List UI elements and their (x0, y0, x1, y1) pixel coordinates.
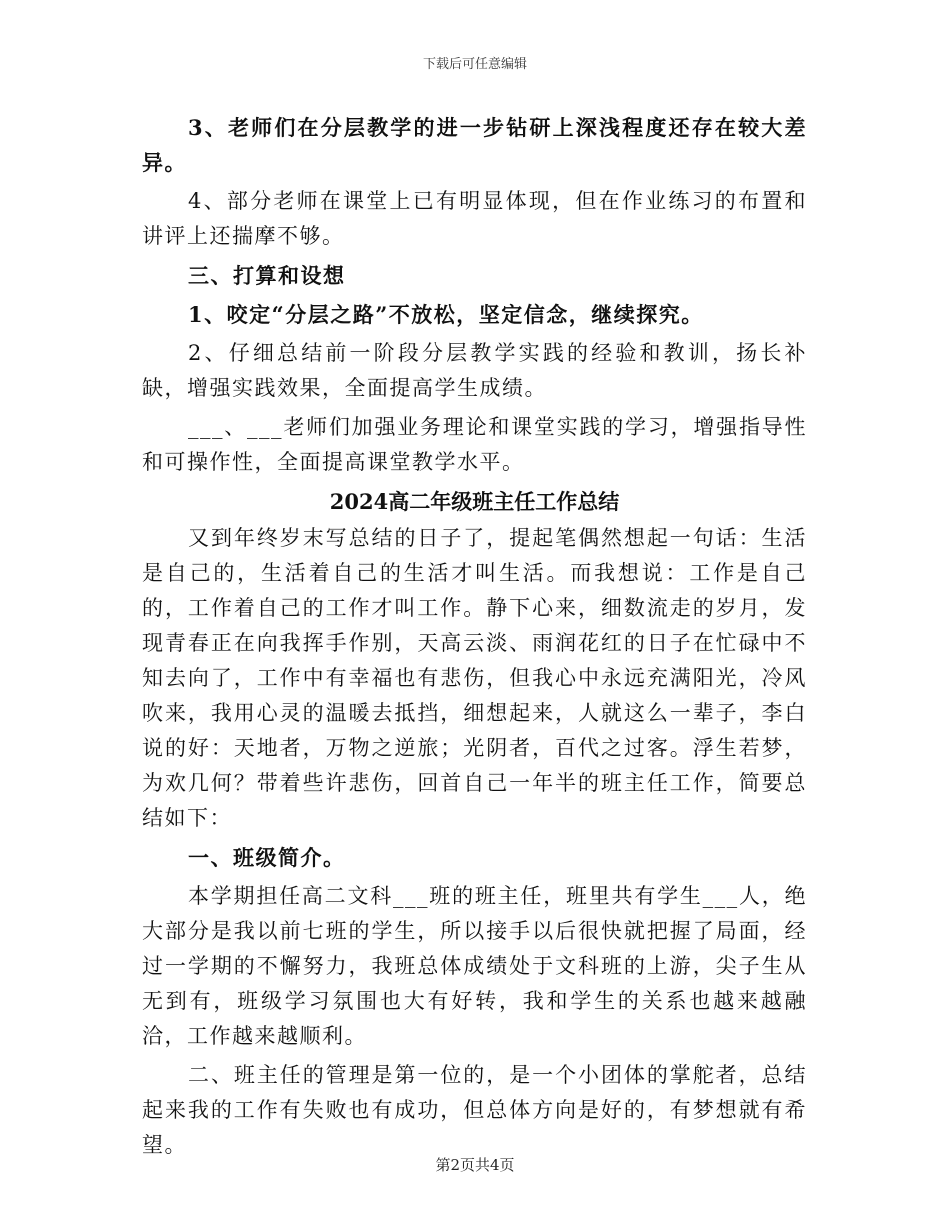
paragraph-plan-1: 1、咬定“分层之路”不放松，坚定信念，继续探究。 (188, 302, 704, 327)
paragraph-management: 二、班主任的管理是第一位的，是一个小团体的掌舵者，总结起来我的工作有失败也有成功，但总体方向是好的，有梦想就有希望。 (142, 1063, 807, 1157)
section-heading-class-intro: 一、班级简介。 (188, 845, 346, 870)
paragraph-plan-2: 2、仔细总结前一阶段分层教学实践的经验和教训，扬长补缺，增强实践效果，全面提高学生成绩。 (142, 341, 807, 400)
paragraph-plan-3: ___、___老师们加强业务理论和课堂实践的学习，增强指导性和可操作性，全面提高课堂教学水平。 (142, 415, 807, 474)
paragraph-class-intro: 本学期担任高二文科___班的班主任，班里共有学生___人，绝大部分是我以前七班的学生，所以接手以后很快就把握了局面，经过一学期的不懈努力，我班总体成绩处于文科班的上游，尖子生从无到有，班级学习氛围也大有好转，我和学生的关系也越来越融洽，工作越来越顺利。 (142, 884, 807, 1048)
section-heading-plan: 三、打算和设想 (188, 263, 346, 288)
paragraph-point-3: 3、老师们在分层教学的进一步钻研上深浅程度还存在较大差异。 (142, 115, 807, 175)
paragraph-point-4: 4、部分老师在课堂上已有明显体现，但在作业练习的布置和讲评上还揣摩不够。 (142, 189, 807, 248)
document-body (142, 110, 807, 1163)
header-note: 下载后可任意编辑 (422, 57, 527, 72)
paragraph-intro: 又到年终岁末写总结的日子了，提起笔偶然想起一句话：生活是自己的，生活着自己的生活才叫生活。而我想说：工作是自己的，工作着自己的工作才叫工作。静下心来，细数流走的岁月，发现青春正在向我挥手作别，天高云淡、雨润花红的日子在忙碌中不知去向了，工作中有幸福也有悲伤，但我心中永远充满阳光，冷风吹来，我用心灵的温暖去抵挡，细想起来，人就这么一辈子，李白说的好：天地者，万物之逆旅；光阴者，百代之过客。浮生若梦，为欢几何？带着些许悲伤，回首自己一年半的班主任工作，简要总结如下： (142, 526, 807, 830)
document-title: 2024高二年级班主任工作总结 (329, 489, 620, 514)
page-number: 第2页共4页 (435, 1156, 515, 1174)
